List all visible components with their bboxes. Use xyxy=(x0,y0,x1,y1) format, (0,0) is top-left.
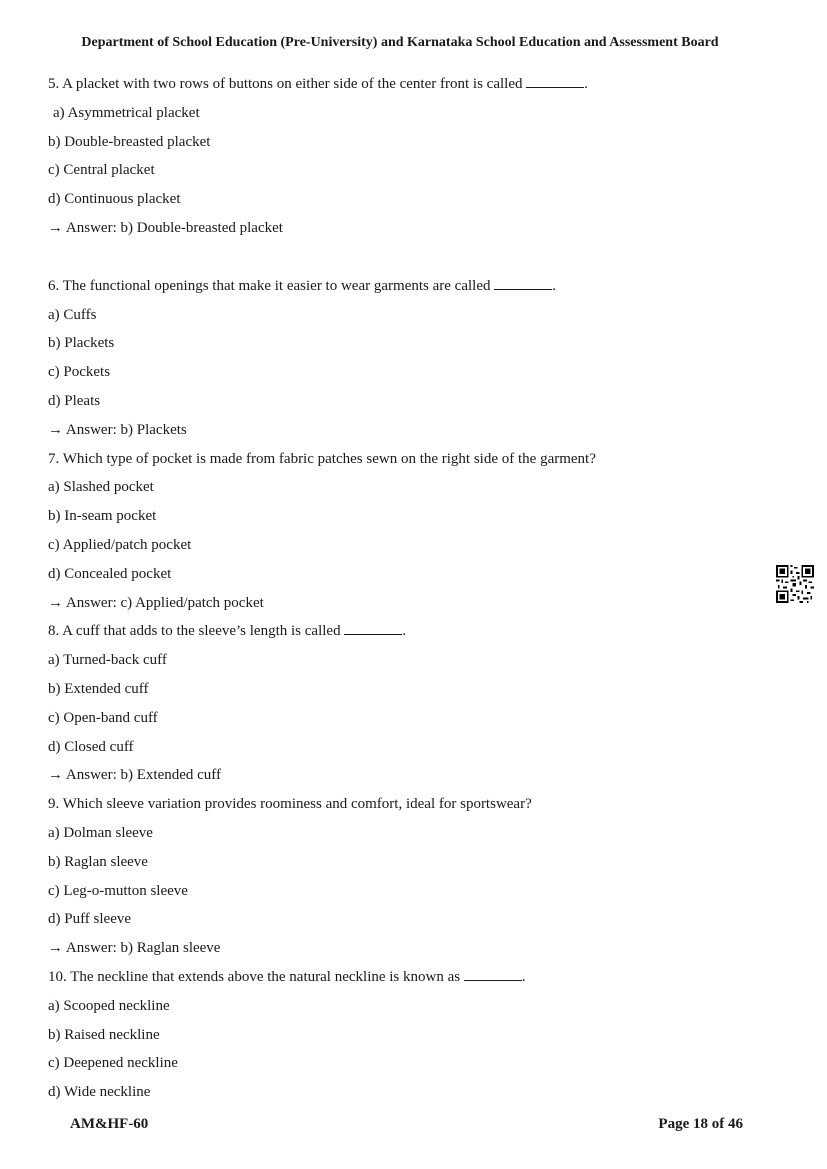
stem-end: . xyxy=(552,277,556,294)
stem-end: . xyxy=(521,968,526,985)
option: c) Central placket xyxy=(48,162,155,179)
answer: → Answer: b) Plackets xyxy=(48,421,187,438)
stem-end: . xyxy=(402,623,407,640)
option: a) Cuffs xyxy=(48,306,97,323)
answer: → Answer: b) Raglan sleeve xyxy=(48,940,221,957)
page-header: Department of School Education (Pre-University) and Karnataka School Education and Assessment Board xyxy=(81,35,719,50)
option: b) Raised neckline xyxy=(48,1026,160,1043)
option: d) Closed cuff xyxy=(48,738,134,755)
option: d) Pleats xyxy=(48,392,101,409)
answer-blank xyxy=(464,966,522,981)
option: b) In-seam pocket xyxy=(48,508,157,525)
option: c) Deepened neckline xyxy=(48,1055,178,1072)
question-stem-6 xyxy=(48,272,768,301)
question-stem-7: 7. Which type of pocket is made from fabric patches sewn on the right side of the garment? xyxy=(48,450,596,467)
option: a) Dolman sleeve xyxy=(48,824,153,841)
question-stem-9: 9. Which sleeve variation provides roominess and comfort, ideal for sportswear? xyxy=(48,796,532,813)
option: b) Plackets xyxy=(48,335,115,352)
option: d) Continuous placket xyxy=(48,191,181,208)
question-text: 5. A placket with two rows of buttons on either side of the center front is called xyxy=(48,76,523,92)
page-number: Page 18 of 46 xyxy=(658,1116,743,1132)
spacer xyxy=(48,243,768,272)
option: a) Asymmetrical placket xyxy=(53,104,200,121)
question-stem-8 xyxy=(48,617,768,646)
question-text: 10. The neckline that extends above the natural neckline is known as xyxy=(48,968,461,985)
question-text: 8. A cuff that adds to the sleeve’s length is called xyxy=(48,623,341,640)
option: d) Wide neckline xyxy=(48,1084,151,1101)
option: d) Concealed pocket xyxy=(48,565,172,582)
option: b) Double-breasted placket xyxy=(48,133,211,150)
option: a) Scooped neckline xyxy=(48,997,170,1014)
answer-blank xyxy=(526,73,584,88)
question-list xyxy=(48,70,768,1107)
option: a) Slashed pocket xyxy=(48,479,154,496)
option: b) Raglan sleeve xyxy=(48,853,148,870)
stem-end: . xyxy=(584,76,588,92)
answer-blank xyxy=(494,275,552,290)
option: b) Extended cuff xyxy=(48,680,149,697)
answer: → Answer: c) Applied/patch pocket xyxy=(48,594,264,611)
option: a) Turned-back cuff xyxy=(48,652,167,669)
question-text: 6. The functional openings that make it easier to wear garments are called xyxy=(48,277,491,294)
option: d) Puff sleeve xyxy=(48,911,132,928)
option: c) Pockets xyxy=(48,364,111,381)
answer-blank xyxy=(344,620,402,635)
option: c) Open-band cuff xyxy=(48,709,158,726)
qr-code-icon[interactable] xyxy=(776,565,814,603)
answer: → Answer: b) Double-breasted placket xyxy=(48,219,283,236)
option: c) Leg-o-mutton sleeve xyxy=(48,882,188,899)
answer: → Answer: b) Extended cuff xyxy=(48,767,222,784)
question-stem-5 xyxy=(48,70,768,99)
document-code: AM&HF-60 xyxy=(70,1116,149,1132)
option: c) Applied/patch pocket xyxy=(48,536,192,553)
question-stem-10 xyxy=(48,963,768,992)
